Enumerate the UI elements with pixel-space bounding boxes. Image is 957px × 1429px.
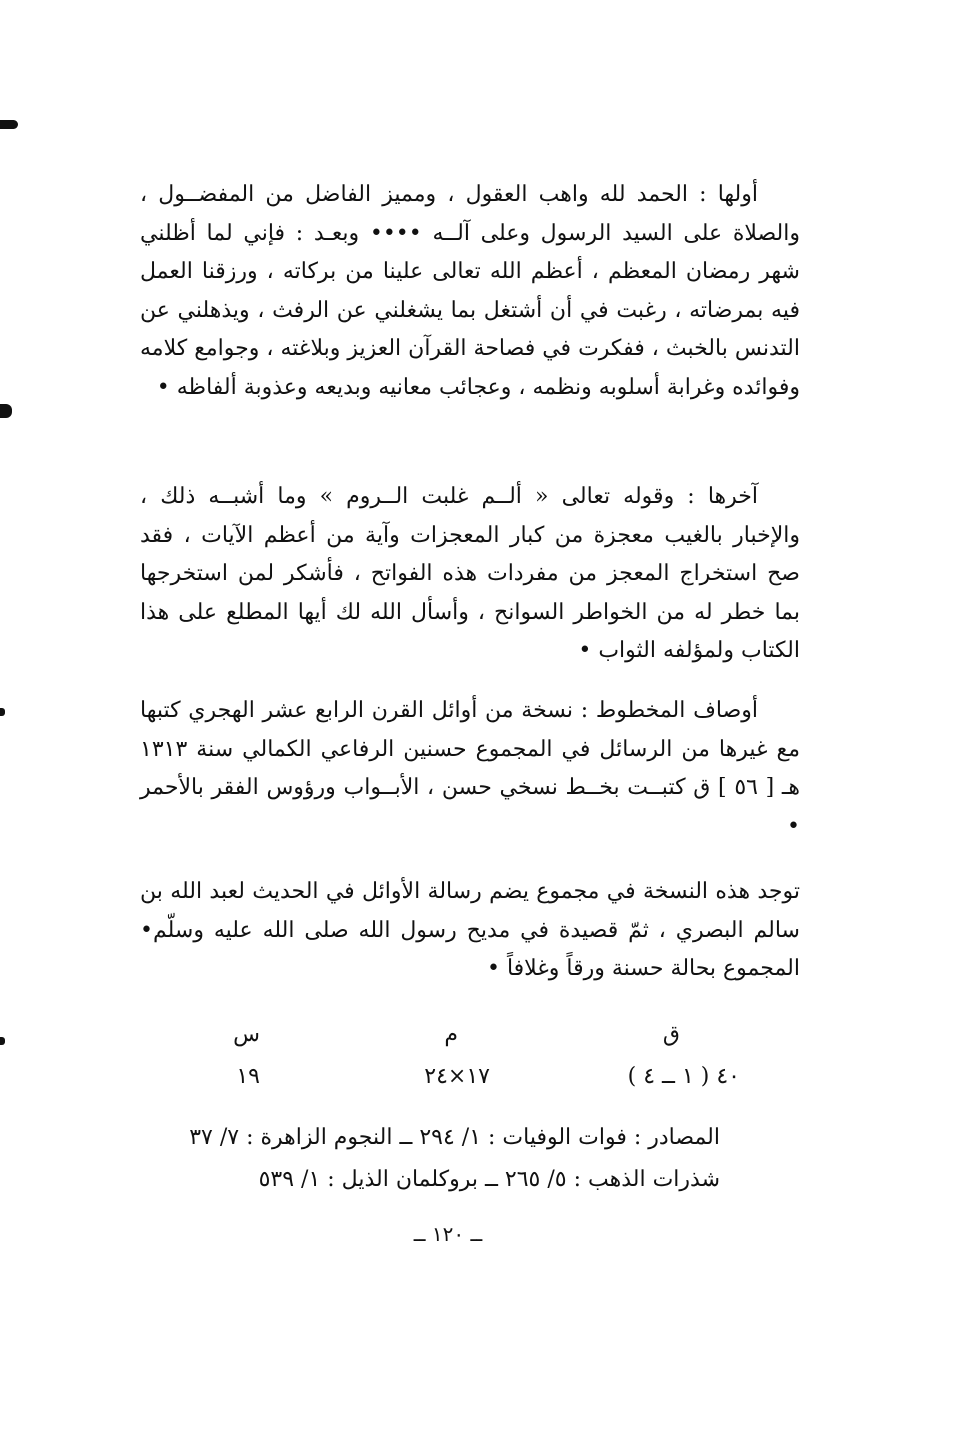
collection-note-paragraph: توجد هذه النسخة في مجموع يضم رسالة الأوائل في الحديث لعبد الله بن سالم البصري ، ثمّ قصيدة في مديح رسول الله صلى الله عليه وسلّم• المجموع بحالة حسنة ورقاً وغلافاً • — [140, 879, 800, 981]
specs-header-row — [180, 1022, 780, 1062]
sources-line-2: شذرات الذهب : ٥/ ٢٦٥ ــ بروكلمان الذيل : ١/ ٥٣٩ — [258, 1167, 720, 1192]
page-number: ــ ١٢٠ ــ — [413, 1222, 483, 1246]
manuscript-opening-paragraph: أولها : الحمد لله واهب العقول ، ومميز الفاضل من المفضــول ، والصلاة على السيد الرسول وعلى آلــه •••• وبعـد : فإني لما أظلني شهر رمضان المعظم ، أعظم الله تعالى علينا من بركاته ، ورزقنا العمل فيه بمرضاته ، رغبت في أن أشتغل بما يشغلني عن الرفث ، ويذهلني عن التدنس بالخبث ، ففكرت في فصاحة القرآن العزيز وبلاغته ، وجوامع كلامه وفوائده وغرابة أسلوبه ونظمه ، وعجائب معانيه وبديعه وعذوبة ألفاظه • — [140, 182, 800, 400]
scan-edge-mark — [0, 404, 12, 418]
specs-header-lines: س — [233, 1022, 260, 1047]
manuscript-description-paragraph: أوصاف المخطوط : نسخة من أوائل القرن الرابع عشر الهجري كتبها مع غيرها من الرسائل في المجموع حسنين الرفاعي الكمالي سنة ١٣١٣ هـ [ ٥٦ ] ق كتبــت بخــط نسخي حسن ، الأبــواب ورؤوس الفقر بالأحمر • — [140, 698, 800, 839]
specs-header-size: م — [444, 1022, 458, 1047]
scan-edge-mark — [0, 708, 5, 716]
specs-value-row — [180, 1064, 780, 1104]
specs-value-leaves: ٤٠ ( ١ ــ ٤ ) — [627, 1064, 740, 1089]
sources-line-1: المصادر : فوات الوفيات : ١/ ٢٩٤ ــ النجوم الزاهرة : ٧/ ٣٧ — [189, 1125, 720, 1150]
scan-edge-mark — [0, 1037, 5, 1045]
specs-header-leaves: ق — [662, 1022, 680, 1047]
specs-value-lines: ١٩ — [236, 1064, 260, 1089]
specs-value-size: ١٧×٢٤ — [424, 1064, 490, 1089]
manuscript-closing-paragraph: آخرها : وقوله تعالى « ألــم غلبت الــروم » وما أشبــه ذلك ، والإخبار بالغيب معجزة من كبار المعجزات وآية من أعظم الآيات ، فقد صح استخراج المعجز من مفردات هذه الفواتح ، فأشكر لمن استخرجها بما خطر له من الخواطر السوانح ، وأسأل الله لك أيها المطلع على هذا الكتاب ولمؤلفه الثواب • — [140, 484, 800, 663]
scan-edge-mark — [0, 120, 18, 129]
